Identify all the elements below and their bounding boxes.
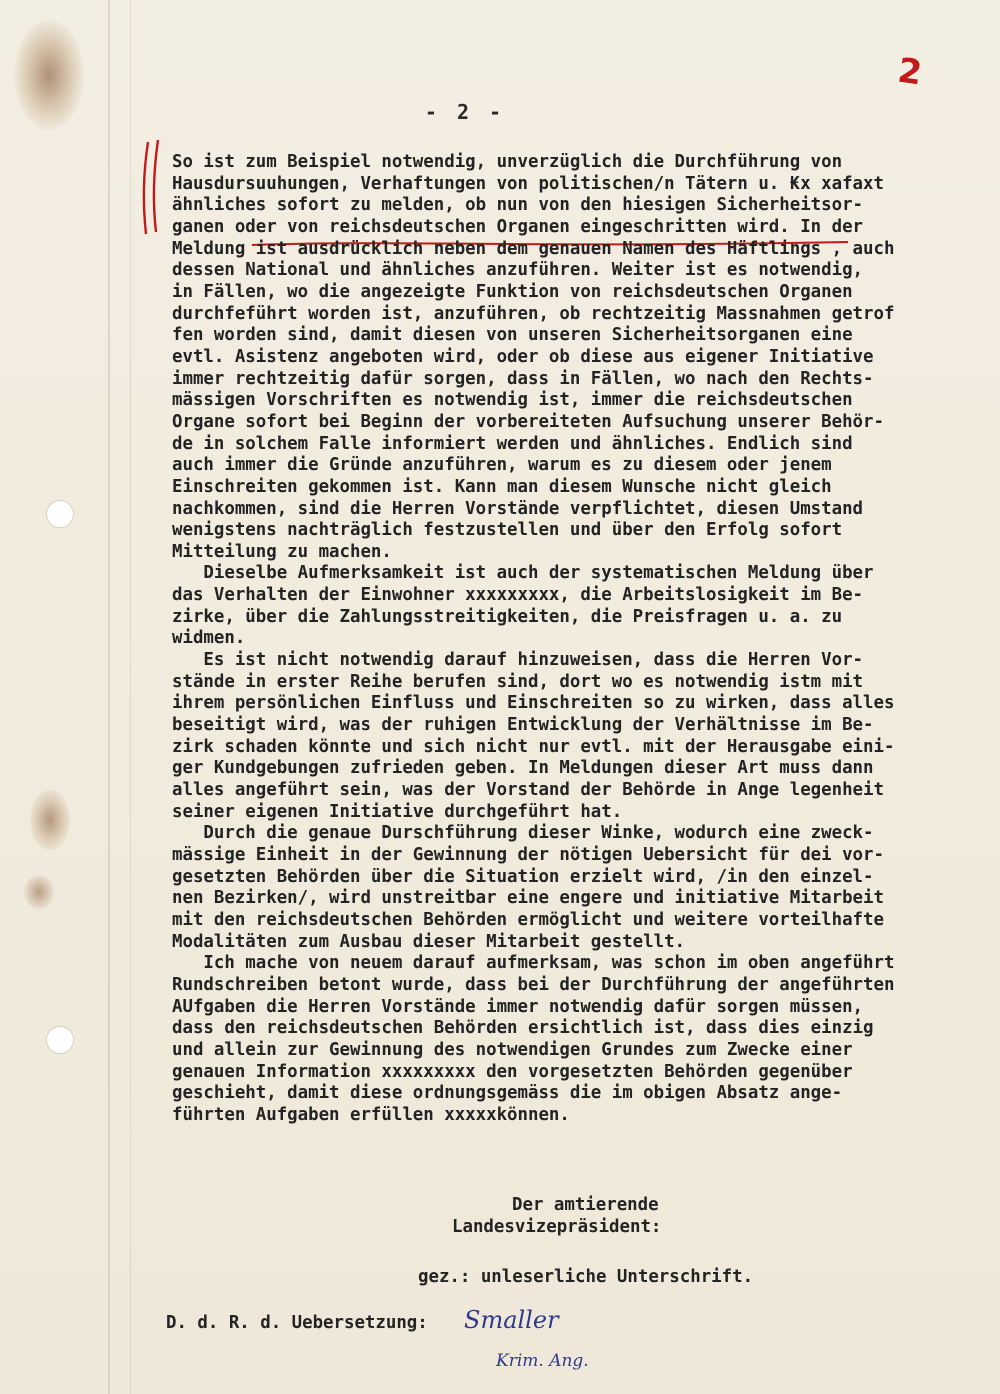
body-line: de in solchem Falle informiert werden und ähnliches. Endlich sind (172, 433, 853, 454)
body-line: So ist zum Beispiel notwendig, unverzüglich die Durchführung von (172, 152, 843, 172)
paper-fold-line (108, 0, 110, 1394)
body-line: dass den reichsdeutschen Behörden ersichtlich ist, dass dies einzig (172, 1018, 874, 1039)
body-line: Durch die genaue Durschführung dieser Winke, wodurch eine zweck- (172, 823, 874, 844)
body-line: geschieht, damit diese ordnungsgemäss die im obigen Absatz ange- (172, 1083, 843, 1104)
body-line: nen Bezirken/, wird unstreitbar eine engere und initiative Mitarbeit (172, 888, 884, 909)
translation-note: D. d. R. d. Uebersetzung: (166, 1313, 428, 1333)
body-line: und allein zur Gewinnung des notwendigen Grundes zum Zwecke einer (172, 1039, 853, 1060)
body-line: beseitigt wird, was der ruhigen Entwicklung der Verhältnisse im Be- (172, 715, 874, 736)
body-line: AUfgaben die Herren Vorstände immer notwendig dafür sorgen müssen, (172, 996, 864, 1017)
body-line: Ich mache von neuem darauf aufmerksam, was schon im oben angeführt (172, 953, 895, 974)
body-line: führten Aufgaben erfüllen xxxxxkönnen. (172, 1104, 570, 1125)
body-line: mit den reichsdeutschen Behörden ermöglicht und weitere vorteilhafte (172, 909, 884, 930)
punch-hole-lower (46, 1026, 74, 1054)
body-line: seiner eigenen Initiative durchgeführt hat. (172, 801, 623, 822)
body-line: fen worden sind, damit diesen von unseren Sicherheitsorganen eine (172, 325, 853, 346)
body-line: genauen Information xxxxxxxxx den vorgesetzten Behörden gegenüber (172, 1061, 853, 1082)
handwritten-signature (460, 1300, 600, 1380)
signature-note: gez.: unleserliche Unterschrift. (418, 1267, 754, 1287)
red-pencil-page-number: 2 (895, 50, 925, 94)
body-line: evtl. Asistenz angeboten wird, oder ob diese aus eigener Initiative (172, 346, 874, 367)
red-margin-mark (138, 138, 168, 238)
body-line: mässigen Vorschriften es notwendig ist, immer die reichsdeutschen (172, 390, 853, 411)
body-line: stände in erster Reihe berufen sind, dort wo es notwendig istm mit (172, 671, 864, 692)
body-line: Einschreiten gekommen ist. Kann man diesem Wunsche nicht gleich (172, 476, 832, 497)
body-line: durchfeführt worden ist, anzuführen, ob rechtzeitig Massnahmen getrof (172, 303, 895, 324)
body-line: ähnliches sofort zu melden, ob nun von den hiesigen Sicherheitsor- (172, 195, 864, 216)
body-line: widmen. (172, 628, 246, 649)
body-line: zirk schaden könnte und sich nicht nur evtl. mit der Herausgabe eini- (172, 736, 895, 757)
letter-body (172, 152, 972, 1127)
body-line: dessen National und ähnliches anzuführen. Weiter ist es notwendig, (172, 260, 864, 281)
body-line: Meldung ist ausdrücklich neben dem genauen Namen des Häftlings , auch (172, 238, 895, 259)
body-line: ger Kundgebungen zufrieden geben. In Meldungen dieser Art muss dann (172, 758, 874, 779)
body-line: mässige Einheit in der Gewinnung der nötigen Uebersicht für dei vor- (172, 845, 884, 865)
body-line: nachkommen, sind die Herren Vorstände verpflichtet, diesen Umstand (172, 498, 864, 519)
body-line: Hausdursuuhungen, Verhaftungen von politischen/n Tätern u. ₭x xafaxt (172, 173, 884, 194)
body-line: Organe sofort bei Beginn der vorbereiteten Aufsuchung unserer Behör- (172, 411, 884, 432)
punch-hole-upper (46, 500, 74, 528)
body-line: in Fällen, wo die angezeigte Funktion von reichsdeutschen Organen (172, 281, 853, 302)
signature-title-line1: Der amtierende (512, 1195, 659, 1215)
paper-fold-line-secondary (130, 0, 131, 1394)
body-line: Mitteilung zu machen. (172, 541, 392, 562)
body-line: Dieselbe Aufmerksamkeit ist auch der systematischen Meldung über (172, 563, 874, 584)
body-line: Rundschreiben betont wurde, dass bei der Durchführung der angeführten (172, 974, 895, 995)
signature-title-line2: Landesvizepräsident: (452, 1217, 662, 1237)
body-line: ihrem persönlichen Einfluss und Einschreiten so zu wirken, dass alles (172, 693, 895, 714)
body-line: Modalitäten zum Ausbau dieser Mitarbeit gestellt. (172, 931, 686, 952)
body-line: auch immer die Gründe anzuführen, warum es zu diesem oder jenem (172, 455, 832, 476)
body-line: alles angeführt sein, was der Vorstand der Behörde in Ange legenheit (172, 780, 884, 801)
rust-stain-middle (30, 790, 70, 850)
body-line: immer rechtzeitig dafür sorgen, dass in Fällen, wo nach den Rechts- (172, 368, 874, 389)
body-line: wenigstens nachträglich festzustellen und über den Erfolg sofort (172, 520, 843, 541)
rust-stain-lower (24, 875, 54, 909)
page-number: - 2 - (424, 100, 506, 124)
handwritten-name: Smaller (464, 1306, 559, 1334)
handwritten-title: Krim. Ang. (496, 1351, 589, 1371)
body-line: das Verhalten der Einwohner xxxxxxxxx, die Arbeitslosigkeit im Be- (172, 585, 864, 606)
body-line: ganen oder von reichsdeutschen Organen eingeschritten wird. In der (172, 216, 864, 237)
body-line: zirke, über die Zahlungsstreitigkeiten, die Preisfragen u. a. zu (172, 606, 843, 627)
body-line: Es ist nicht notwendig darauf hinzuweisen, dass die Herren Vor- (172, 650, 864, 671)
body-line: gesetzten Behörden über die Situation erzielt wird, /in den einzel- (172, 866, 874, 887)
